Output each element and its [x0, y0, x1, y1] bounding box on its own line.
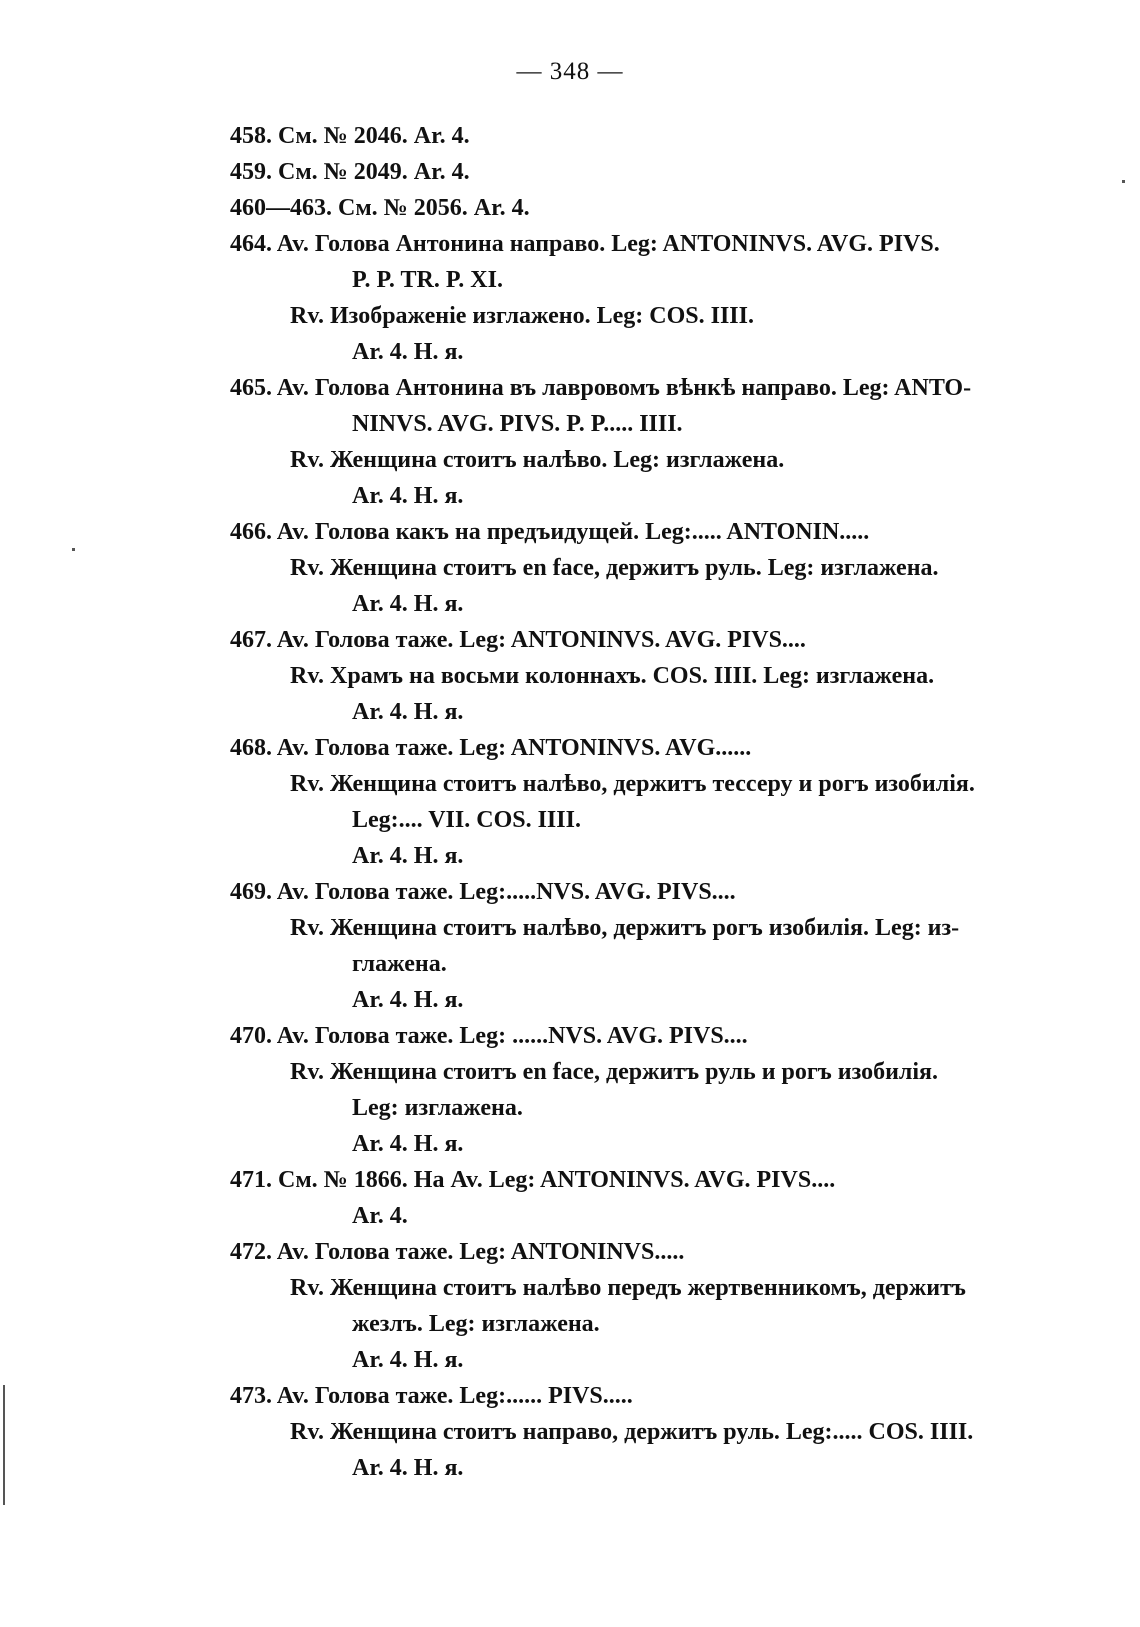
entry-text: Leg: изглажена.: [352, 1095, 523, 1121]
coin-side-label: Rv.: [290, 915, 325, 941]
entry-text: Ar. 4. H. я.: [352, 1131, 464, 1157]
reverse-description-line: [230, 766, 1075, 802]
scan-margin-line: [3, 1385, 5, 1505]
continuation-line: [230, 1090, 1075, 1126]
entry-text: Голова таже. Leg: ANTONINVS. AVG......: [314, 735, 752, 761]
catalog-entry-line: [230, 154, 1075, 190]
continuation-line: [230, 982, 1075, 1018]
continuation-line: [230, 1126, 1075, 1162]
entry-text: Женщина стоитъ налѣво, держитъ рогъ изобилія. Leg: из-: [330, 915, 960, 941]
catalog-entry-line: [230, 370, 1075, 406]
entry-text: Голова Антонина направо. Leg: ANTONINVS. AVG. PIVS.: [314, 231, 940, 257]
entry-text: Ar. 4. H. я.: [352, 843, 464, 869]
coin-side-label: Rv.: [290, 771, 325, 797]
entry-text: Голова Антонина въ лавровомъ вѣнкѣ направо. Leg: ANTO-: [314, 375, 972, 401]
entry-text: Leg:.... VII. COS. IIII.: [352, 807, 581, 833]
entry-text: Голова таже. Leg:...... PIVS.....: [314, 1383, 633, 1409]
entry-text: См. № 2049. Ar. 4.: [278, 159, 470, 185]
entry-text: Голова таже. Leg:.....NVS. AVG. PIVS....: [314, 879, 736, 905]
continuation-line: [230, 802, 1075, 838]
catalog-entry-line: [230, 1234, 1075, 1270]
continuation-line: [230, 478, 1075, 514]
coin-side-label: Rv.: [290, 1275, 325, 1301]
coin-side-label: Rv.: [290, 303, 325, 329]
coin-side-label: Av.: [276, 1023, 309, 1049]
catalog-entry-line: [230, 118, 1075, 154]
entry-number: 459.: [230, 159, 272, 185]
entry-text: Ar. 4. H. я.: [352, 987, 464, 1013]
catalog-entry-line: [230, 514, 1075, 550]
entry-number: 473.: [230, 1383, 272, 1409]
entry-text: Ar. 4. H. я.: [352, 591, 464, 617]
continuation-line: [230, 334, 1075, 370]
entry-text: Голова таже. Leg: ANTONINVS. AVG. PIVS....: [314, 627, 806, 653]
entry-number: 469.: [230, 879, 272, 905]
entry-text: Ar. 4.: [352, 1203, 408, 1229]
entry-text: См. № 2046. Ar. 4.: [278, 123, 470, 149]
coin-side-label: Av.: [276, 879, 309, 905]
entry-number: 465.: [230, 375, 272, 401]
entry-number: 464.: [230, 231, 272, 257]
coin-side-label: Rv.: [290, 1059, 325, 1085]
continuation-line: [230, 262, 1075, 298]
reverse-description-line: [230, 1414, 1075, 1450]
entry-text: Женщина стоитъ налѣво, держитъ тессеру и рогъ изобилія.: [330, 771, 975, 797]
reverse-description-line: [230, 658, 1075, 694]
continuation-line: [230, 406, 1075, 442]
continuation-line: [230, 1306, 1075, 1342]
entry-text: Голова какъ на предъидущей. Leg:..... ANTONIN.....: [314, 519, 870, 545]
entry-text: P. P. TR. P. XI.: [352, 267, 503, 293]
entry-text: Женщина стоитъ налѣво. Leg: изглажена.: [330, 447, 785, 473]
reverse-description-line: [230, 298, 1075, 334]
entry-text: См. № 2056. Ar. 4.: [338, 195, 530, 221]
entry-number: 458.: [230, 123, 272, 149]
catalog-entry-line: [230, 1378, 1075, 1414]
catalog-entry-line: [230, 190, 1075, 226]
entry-text: Ar. 4. H. я.: [352, 483, 464, 509]
coin-side-label: Av.: [276, 735, 309, 761]
coin-side-label: Av.: [276, 627, 309, 653]
coin-side-label: Rv.: [290, 447, 325, 473]
page-number: — 348 —: [516, 58, 624, 85]
reverse-description-line: [230, 1270, 1075, 1306]
coin-side-label: Av.: [276, 231, 309, 257]
entry-number: 467.: [230, 627, 272, 653]
coin-side-label: Av.: [276, 1383, 309, 1409]
continuation-line: [230, 1198, 1075, 1234]
continuation-line: [230, 946, 1075, 982]
coin-side-label: Rv.: [290, 1419, 325, 1445]
continuation-line: [230, 1450, 1075, 1486]
entry-text: Храмъ на восьми колоннахъ. COS. IIII. Leg: изглажена.: [330, 663, 935, 689]
coin-side-label: Av.: [276, 1239, 309, 1265]
entry-text: Женщина стоитъ en face, держитъ руль. Leg: изглажена.: [330, 555, 939, 581]
continuation-line: [230, 694, 1075, 730]
reverse-description-line: [230, 910, 1075, 946]
entry-number: 470.: [230, 1023, 272, 1049]
entry-text: Ar. 4. H. я.: [352, 339, 464, 365]
coin-side-label: Rv.: [290, 663, 325, 689]
coin-side-label: Av.: [276, 375, 309, 401]
entry-text: См. № 1866. На Av. Leg: ANTONINVS. AVG. PIVS....: [278, 1167, 836, 1193]
catalog-entry-line: [230, 1162, 1075, 1198]
continuation-line: [230, 586, 1075, 622]
reverse-description-line: [230, 1054, 1075, 1090]
coin-side-label: Rv.: [290, 555, 325, 581]
entry-text: Изображеніе изглажено. Leg: COS. IIII.: [330, 303, 754, 329]
entry-number: 471.: [230, 1167, 272, 1193]
reverse-description-line: [230, 442, 1075, 478]
scan-speck: [72, 548, 75, 551]
entry-text: Голова таже. Leg: ANTONINVS.....: [314, 1239, 685, 1265]
continuation-line: [230, 1342, 1075, 1378]
entry-text: глажена.: [352, 951, 447, 977]
entry-number: 472.: [230, 1239, 272, 1265]
reverse-description-line: [230, 550, 1075, 586]
entry-text: Ar. 4. H. я.: [352, 1455, 464, 1481]
entry-text: Женщина стоитъ en face, держитъ руль и рогъ изобилія.: [330, 1059, 939, 1085]
coin-side-label: Av.: [276, 519, 309, 545]
catalog-entry-line: [230, 226, 1075, 262]
entry-text: Женщина стоитъ налѣво передъ жертвенникомъ, держитъ: [330, 1275, 966, 1301]
entry-text: Ar. 4. H. я.: [352, 1347, 464, 1373]
continuation-line: [230, 838, 1075, 874]
entry-text: NINVS. AVG. PIVS. P. P..... IIII.: [352, 411, 683, 437]
entry-number: 466.: [230, 519, 272, 545]
entry-number: 460—463.: [230, 195, 332, 221]
catalog-entry-line: [230, 730, 1075, 766]
catalog-entry-line: [230, 622, 1075, 658]
scan-speck: [1122, 180, 1125, 183]
catalog-entry-line: [230, 1018, 1075, 1054]
catalog-entry-line: [230, 874, 1075, 910]
entry-text: жезлъ. Leg: изглажена.: [352, 1311, 600, 1337]
catalog-entries: [230, 118, 1075, 1486]
entry-text: Ar. 4. H. я.: [352, 699, 464, 725]
entry-text: Женщина стоитъ направо, держитъ руль. Leg:..... COS. IIII.: [330, 1419, 974, 1445]
entry-number: 468.: [230, 735, 272, 761]
entry-text: Голова таже. Leg: ......NVS. AVG. PIVS....: [314, 1023, 748, 1049]
